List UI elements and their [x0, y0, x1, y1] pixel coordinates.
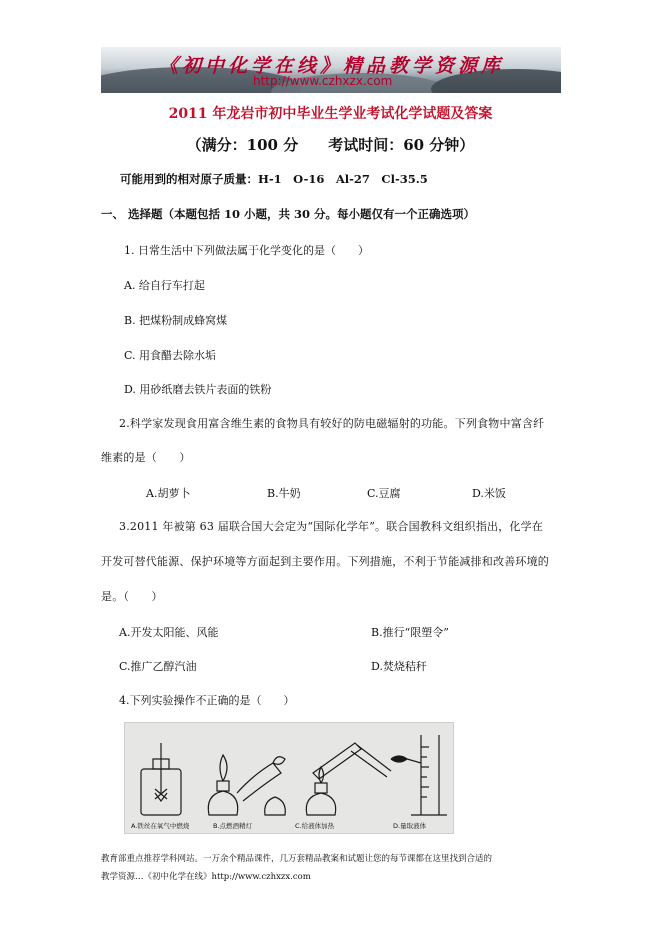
figure-a-bottle: [141, 743, 181, 815]
footer-link[interactable]: 教学资源…《初中化学在线》http://www.czhxzx.com: [101, 872, 311, 882]
atomic-mass-note: 可能用到的相对原子质量：H-1 O-16 Al-27 Cl-35.5: [120, 172, 428, 186]
figure-caption-b: B.点燃酒精灯: [213, 822, 253, 830]
question-3-option-d: D.焚烧秸秆: [371, 660, 427, 673]
question-4-stem: 4.下列实验操作不正确的是（ ）: [119, 694, 295, 707]
figure-caption-d: D.量取液体: [393, 822, 427, 830]
question-3-stem: 3.2011 年被第 63 届联合国大会定为“国际化学年”。联合国教科文组织指出，化学在: [119, 520, 544, 533]
question-2-stem-cont: 维素的是（ ）: [101, 451, 191, 464]
footer-promo: 教育部重点推荐学科网站。一万余个精品课件，几万套精品教案和试题让您的每节课都在这里找到合适的: [101, 854, 493, 864]
exam-info: （满分：100 分 考试时间：60 分钟）: [186, 136, 475, 154]
question-1-option-d: D. 用砂纸磨去铁片表面的铁粉: [124, 383, 272, 396]
figure-c-test-tube-heating: [306, 743, 391, 815]
banner-title: 《初中化学在线》精品教学资源库: [159, 55, 505, 77]
experiment-figure: [124, 722, 454, 834]
question-1-option-c: C. 用食醋去除水垢: [124, 349, 217, 362]
question-3-option-c: C.推广乙醇汽油: [119, 660, 197, 673]
figure-d-graduated-cylinder: [391, 735, 447, 815]
experiment-illustration: [125, 723, 453, 833]
question-3-option-b: B.推行“限塑令”: [371, 626, 449, 639]
figure-caption-c: C.给液体加热: [295, 822, 335, 830]
figure-caption-a: A.铁丝在氧气中燃烧: [131, 822, 190, 830]
question-1-stem: 1. 日常生活中下列做法属于化学变化的是（ ）: [124, 244, 369, 257]
question-2-stem: 2.科学家发现食用富含维生素的食物具有较好的防电磁辐射的功能。下列食物中富含纤: [119, 417, 545, 430]
header-banner: [101, 47, 561, 93]
question-2-option-d: D.米饭: [472, 487, 506, 500]
question-2-option-a: A.胡萝卜: [146, 487, 191, 500]
question-1-option-b: B. 把煤粉制成蜂窝煤: [124, 314, 228, 327]
question-3-option-a: A.开发太阳能、风能: [119, 626, 219, 639]
question-2-option-b: B.牛奶: [267, 487, 301, 500]
figure-b-alcohol-lamps: [208, 755, 285, 815]
section-heading: 一、 选择题（本题包括 10 小题，共 30 分。每小题仅有一个正确选项）: [101, 207, 476, 221]
document-title: 2011 年龙岩市初中毕业生学业考试化学试题及答案: [168, 106, 493, 122]
banner-url[interactable]: http://www.czhxzx.com: [253, 74, 393, 88]
question-3-stem-end: 是。（ ）: [101, 590, 163, 603]
question-1-option-a: A. 给自行车打起: [124, 279, 205, 292]
question-3-stem-cont: 开发可替代能源、保护环境等方面起到主要作用。下列措施，不利于节能减排和改善环境的: [101, 555, 549, 568]
question-2-option-c: C.豆腐: [367, 487, 401, 500]
